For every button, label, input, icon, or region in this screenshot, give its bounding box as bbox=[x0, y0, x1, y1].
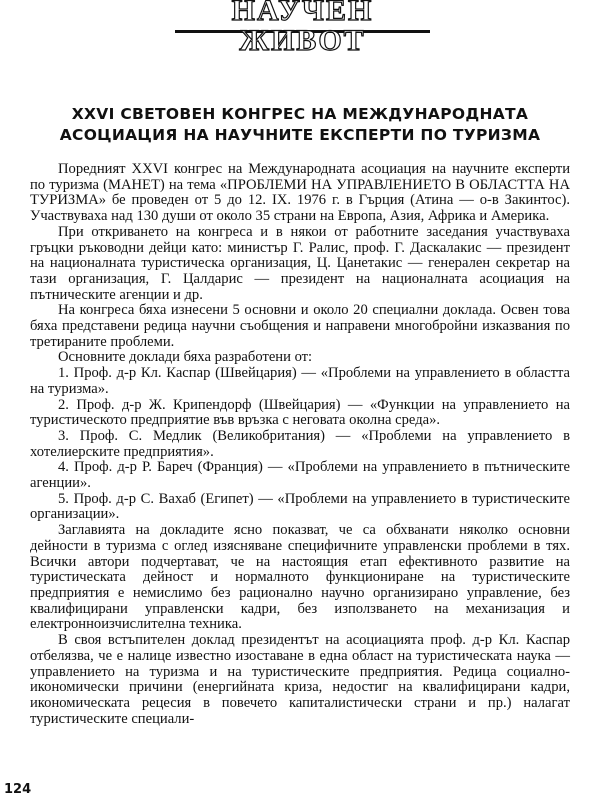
report-item: 4. Проф. д-р Р. Бареч (Франция) — «Проблеми на управлението в пътническите агенции». bbox=[30, 459, 570, 492]
report-item: 2. Проф. д-р Ж. Крипендорф (Швейцария) — «Функции на управлението на туристическото предприятие във връзка с неговата околна среда». bbox=[30, 396, 570, 429]
section-heading: НАУЧЕН ЖИВОТ bbox=[231, 0, 374, 57]
paragraph: В своя встъпителен доклад президентът на асоциацията проф. д-р Кл. Каспар отбелязва, че е налице известно изоставане в една област на туристическата наука — управлението на туризма и на туристическите предприятия. Редица социално-икономически причини (енергийната криза, недостиг на квалифицирани кадри, икономическата рецесия в повечето капиталистически страни и пр.) налагат туристическите специали- bbox=[30, 632, 570, 727]
article-title-line-1: XXVI СВЕТОВЕН КОНГРЕС НА МЕЖДУНАРОДНАТА bbox=[71, 105, 529, 123]
paragraph: Заглавията на докладите ясно показват, че са обхванати няколко основни дейности в туризма с оглед изясняване специфичните управленски проблеми в тях. Всички автори подчертават, че на настоящия етап ефективното развитие на туристическата дейност и нормалното функциониране на туристическите предприятия е немислимо без рационално научно организирано управление, без квалифицирани управленски кадри, без използването на механизация и електронноизчислителна техника. bbox=[30, 522, 570, 633]
section-banner bbox=[175, 0, 430, 57]
page-number: 124 bbox=[4, 782, 32, 797]
paragraph: При откриването на конгреса и в някои от работните заседания участвуваха гръцки ръководни дейци като: министър Г. Ралис, проф. Г. Даскалакис — президент на националната туристическа организация, Ц. Цанетакис — генерален секретар на тази организация, Г. Цалдарис — президент на националната асоциация на пътническите агенции и др. bbox=[30, 223, 570, 303]
article-title bbox=[40, 104, 560, 146]
report-item: 3. Проф. С. Медлик (Великобритания) — «Проблеми на управлението в хотелиерските предприятия». bbox=[30, 427, 570, 460]
paragraph: Основните доклади бяха разработени от: bbox=[58, 349, 313, 366]
paragraph: На конгреса бяха изнесени 5 основни и около 20 специални доклада. Освен това бяха представени редица научни съобщения и направени многобройни изказвания по третираните проблеми. bbox=[30, 302, 570, 350]
article-body bbox=[30, 162, 570, 727]
report-item: 5. Проф. д-р С. Вахаб (Египет) — «Проблеми на управлението в туристическите организации». bbox=[30, 490, 570, 523]
report-item: 1. Проф. д-р Кл. Каспар (Швейцария) — «Проблеми на управлението в областта на туризма». bbox=[30, 365, 570, 397]
article-title-line-2: АСОЦИАЦИЯ НА НАУЧНИТЕ ЕКСПЕРТИ ПО ТУРИЗМА bbox=[59, 126, 541, 144]
paragraph: Поредният XXVI конгрес на Международната асоциация на научните експерти по туризма (МАНЕТ) на тема «ПРОБЛЕМИ НА УПРАВЛЕНИЕТО В ОБЛАСТТА НА ТУРИЗМА» бе проведен от 5 до 12. IX. 1976 г. в Гърция (Атина — о-в Закинтос). Участвуваха над 130 души от около 35 страни на Европа, Азия, Африка и Америка. bbox=[30, 161, 570, 225]
